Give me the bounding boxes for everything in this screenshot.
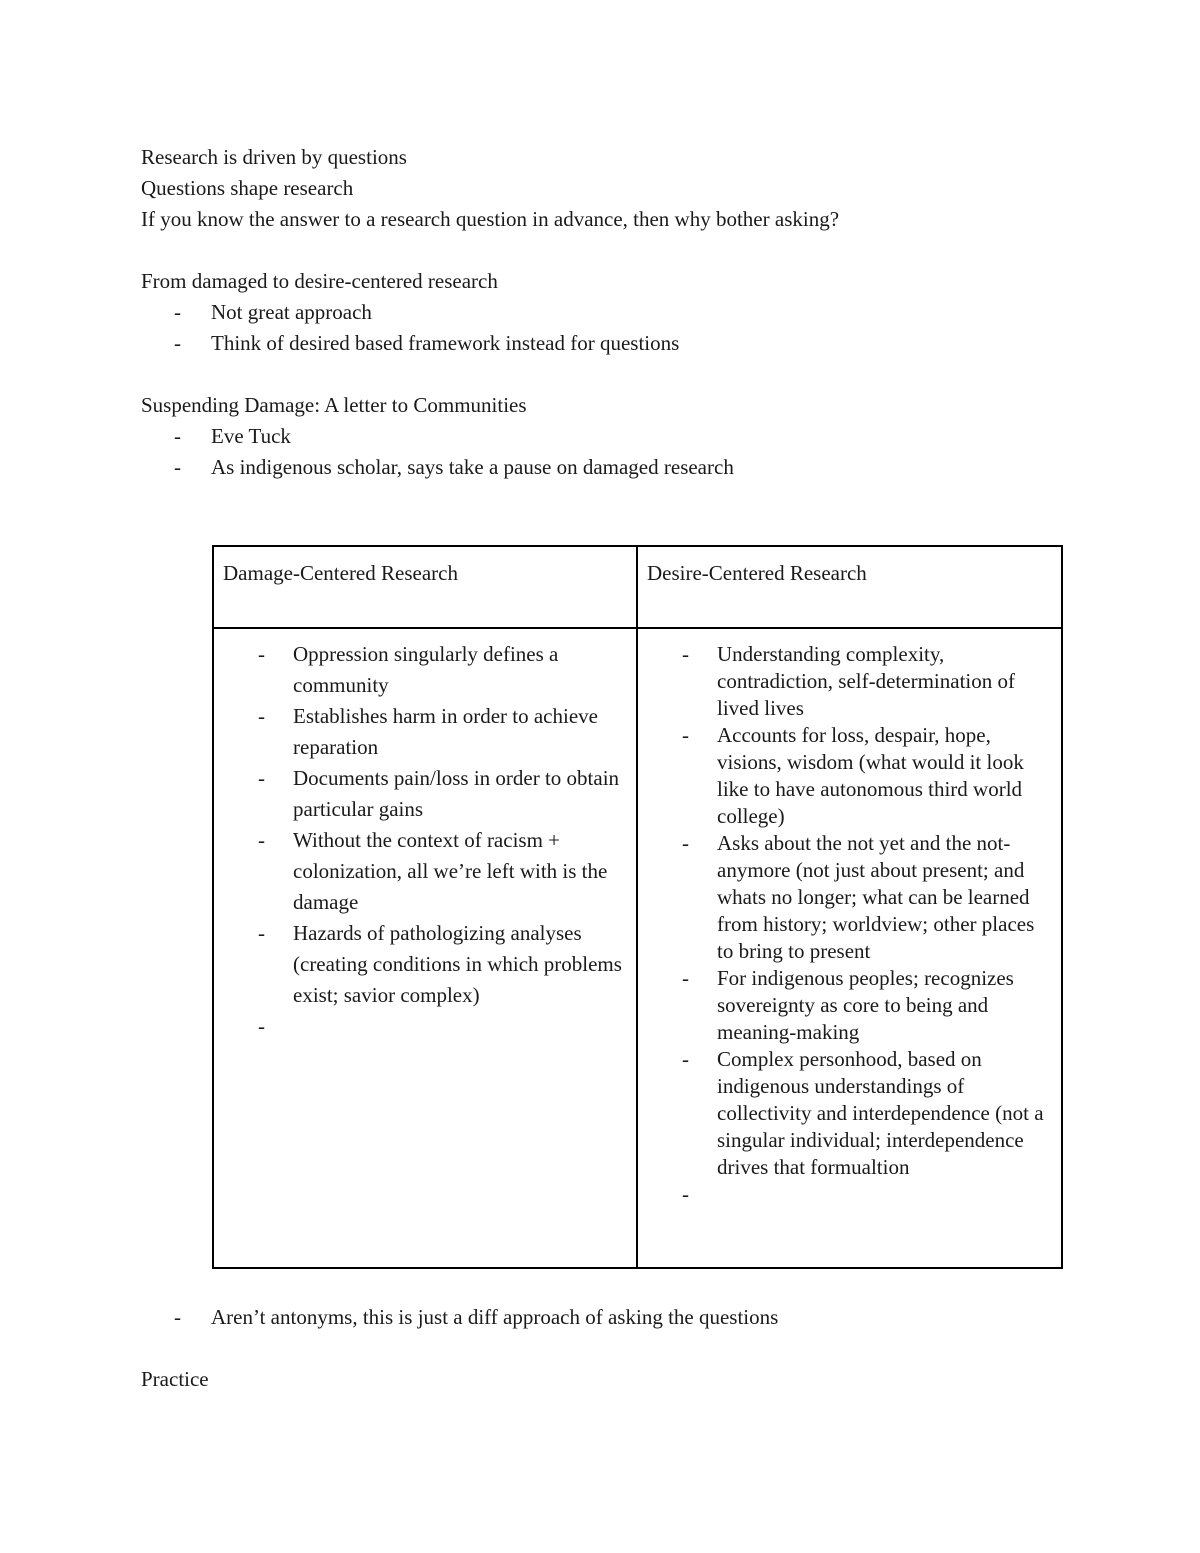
list-item-text: Establishes harm in order to achieve reparation: [293, 704, 598, 759]
comparison-table: [212, 545, 1063, 1269]
dash-bullet: -: [258, 704, 265, 728]
dash-bullet: -: [682, 831, 689, 855]
list-item: [174, 1302, 1081, 1333]
table-cell-damage-centered: [213, 628, 637, 1268]
spacer: [141, 359, 1081, 390]
dash-bullet: -: [258, 642, 265, 666]
list-item: [682, 722, 1061, 830]
dash-bullet: -: [258, 1014, 265, 1038]
spacer: [141, 235, 1081, 266]
intro-line-3: If you know the answer to a research question in advance, then why bother asking?: [141, 207, 840, 231]
table-row: [213, 628, 1062, 1268]
spacer: [141, 1333, 1081, 1364]
list-item-text: Not great approach: [211, 300, 372, 324]
dash-bullet: -: [682, 1182, 689, 1206]
list-item-text: Think of desired based framework instead for questions: [211, 331, 680, 355]
dash-bullet: -: [682, 966, 689, 990]
desire-centered-list: [638, 629, 1061, 1208]
list-item-empty: [682, 1181, 1061, 1208]
list-item-text: Oppression singularly defines a community: [293, 642, 559, 697]
damage-centered-list: [214, 629, 636, 1042]
list-item-text: Hazards of pathologizing analyses (creating conditions in which problems exist; savior complex): [293, 921, 622, 1007]
table-cell-desire-centered: [637, 628, 1062, 1268]
list-item: [258, 701, 636, 763]
list-item-text: Understanding complexity, contradiction, self-determination of lived lives: [717, 642, 1015, 720]
list-item-text: As indigenous scholar, says take a pause on damaged research: [211, 455, 734, 479]
document-body: [141, 142, 1081, 483]
list-item-text: For indigenous peoples; recognizes sovereignty as core to being and meaning-making: [717, 966, 1014, 1044]
list-item-text: Accounts for loss, despair, hope, visions, wisdom (what would it look like to have autonomous third world college): [717, 723, 1024, 828]
list-item-text: Complex personhood, based on indigenous understandings of collectivity and interdependence (not a singular individual; interdependence drives that formualtion: [717, 1047, 1044, 1179]
dash-bullet: -: [682, 642, 689, 666]
list-item: [682, 965, 1061, 1046]
dash-bullet: -: [174, 1305, 181, 1329]
list-item: [258, 825, 636, 918]
dash-bullet: -: [258, 828, 265, 852]
section-heading-practice: Practice: [141, 1367, 209, 1391]
table-header-damage-centered: Damage-Centered Research: [213, 546, 637, 628]
dash-bullet: -: [174, 331, 181, 355]
list-item-text: Eve Tuck: [211, 424, 291, 448]
dash-bullet: -: [174, 424, 181, 448]
after-table-section: [141, 1302, 1081, 1395]
intro-line-2: Questions shape research: [141, 176, 354, 200]
section1-bullet-list: [141, 297, 1081, 359]
after-table-bullet-list: [141, 1302, 1081, 1333]
dash-bullet: -: [174, 455, 181, 479]
list-item-text: Without the context of racism + colonization, all we’re left with is the damage: [293, 828, 608, 914]
dash-bullet: -: [258, 766, 265, 790]
list-item: [682, 1046, 1061, 1181]
table-header-desire-centered: Desire-Centered Research: [637, 546, 1062, 628]
list-item-text: Documents pain/loss in order to obtain particular gains: [293, 766, 620, 821]
list-item: [258, 639, 636, 701]
list-item: [174, 328, 1081, 359]
section-heading-damaged-to-desire: From damaged to desire-centered research: [141, 269, 498, 293]
dash-bullet: -: [682, 723, 689, 747]
list-item: [174, 297, 1081, 328]
list-item-text: Aren’t antonyms, this is just a diff approach of asking the questions: [211, 1305, 779, 1329]
list-item: [682, 641, 1061, 722]
list-item: [174, 452, 1081, 483]
list-item-text: Asks about the not yet and the not-anymore (not just about present; and whats no longer; what can be learned from history; worldview; other places to bring to present: [717, 831, 1035, 963]
list-item: [682, 830, 1061, 965]
section2-bullet-list: [141, 421, 1081, 483]
list-item: [174, 421, 1081, 452]
dash-bullet: -: [258, 921, 265, 945]
intro-line-1: Research is driven by questions: [141, 145, 407, 169]
table-header-row: [213, 546, 1062, 628]
section-heading-suspending-damage: Suspending Damage: A letter to Communities: [141, 393, 527, 417]
dash-bullet: -: [682, 1047, 689, 1071]
list-item: [258, 763, 636, 825]
list-item-empty: [258, 1011, 636, 1042]
dash-bullet: -: [174, 300, 181, 324]
list-item: [258, 918, 636, 1011]
